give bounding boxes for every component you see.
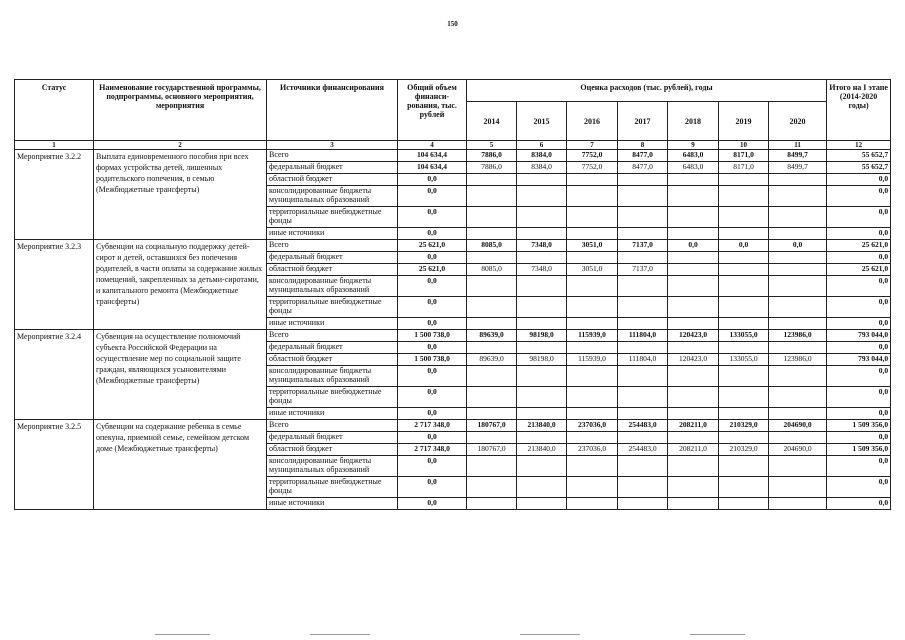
column-number: 6 [517,141,567,150]
year-value-cell [618,408,668,420]
year-value-cell: 0,0 [668,240,719,252]
year-value-cell [719,477,769,498]
year-value-cell [567,456,618,477]
itogo-cell: 1 509 356,0 [827,420,891,432]
year-value-cell: 0,0 [719,240,769,252]
total-cell: 0,0 [398,456,467,477]
header-estimate: Оценка расходов (тыс. рублей), годы [467,80,827,102]
year-value-cell [719,366,769,387]
table-row [15,240,891,252]
year-value-cell [567,477,618,498]
year-value-cell [668,276,719,297]
finance-source: Всего [267,420,398,432]
finance-source: федеральный бюджет [267,342,398,354]
year-value-cell: 0,0 [769,240,827,252]
finance-source: федеральный бюджет [267,162,398,174]
year-value-cell: 8171,0 [719,150,769,162]
year-value-cell [668,366,719,387]
year-value-cell [517,432,567,444]
year-value-cell [567,276,618,297]
year-value-cell [769,387,827,408]
year-value-cell: 254483,0 [618,420,668,432]
year-value-cell: 7348,0 [517,264,567,276]
year-value-cell: 237036,0 [567,444,618,456]
measure-status: Мероприятие 3.2.4 [15,330,94,420]
year-value-cell [769,342,827,354]
year-value-cell [467,366,517,387]
year-value-cell [567,174,618,186]
total-cell: 0,0 [398,477,467,498]
year-value-cell: 7137,0 [618,240,668,252]
year-value-cell [769,228,827,240]
column-number: 3 [267,141,398,150]
total-cell: 25 621,0 [398,240,467,252]
year-value-cell [567,252,618,264]
year-value-cell: 7137,0 [618,264,668,276]
year-value-cell [668,498,719,510]
year-value-cell [467,456,517,477]
year-value-cell [467,408,517,420]
column-number: 10 [719,141,769,150]
header-year: 2015 [517,102,567,141]
column-number: 5 [467,141,517,150]
year-value-cell: 123986,0 [769,354,827,366]
year-value-cell [668,342,719,354]
year-value-cell [467,297,517,318]
finance-source: федеральный бюджет [267,432,398,444]
year-value-cell: 7348,0 [517,240,567,252]
year-value-cell [668,318,719,330]
year-value-cell: 89639,0 [467,330,517,342]
year-value-cell [517,174,567,186]
total-cell: 0,0 [398,408,467,420]
total-cell: 0,0 [398,387,467,408]
table-row [15,330,891,342]
year-value-cell [769,366,827,387]
year-value-cell [618,477,668,498]
bottom-scan-lines [0,630,905,640]
year-value-cell [618,456,668,477]
year-value-cell [668,186,719,207]
itogo-cell: 0,0 [827,498,891,510]
year-value-cell [618,498,668,510]
total-cell: 0,0 [398,276,467,297]
itogo-cell: 0,0 [827,297,891,318]
year-value-cell: 98198,0 [517,354,567,366]
budget-table [14,79,891,510]
year-value-cell [719,318,769,330]
header-year: 2017 [618,102,668,141]
measure-status: Мероприятие 3.2.5 [15,420,94,510]
year-value-cell: 180767,0 [467,420,517,432]
itogo-cell: 0,0 [827,252,891,264]
finance-source: консолидированные бюджеты муниципальных образований [267,366,398,387]
year-value-cell: 8499,7 [769,150,827,162]
year-value-cell [567,318,618,330]
table-row [15,150,891,162]
column-number: 7 [567,141,618,150]
year-value-cell [769,498,827,510]
year-value-cell [769,207,827,228]
year-value-cell [618,318,668,330]
year-value-cell [467,276,517,297]
year-value-cell [719,186,769,207]
header-row-top [15,80,891,102]
year-value-cell [517,252,567,264]
year-value-cell [668,387,719,408]
year-value-cell: 213840,0 [517,420,567,432]
year-value-cell [719,252,769,264]
measure-name: Выплата единовременного пособия при всех формах устройства детей, лишенных родительского попечения, в семью (Межбюджетные трансферты) [94,150,267,240]
year-value-cell [668,228,719,240]
year-value-cell [618,366,668,387]
year-value-cell [668,174,719,186]
year-value-cell: 7886,0 [467,162,517,174]
year-value-cell [719,297,769,318]
year-value-cell: 210329,0 [719,420,769,432]
year-value-cell [769,264,827,276]
year-value-cell: 120423,0 [668,330,719,342]
year-value-cell [769,432,827,444]
year-value-cell [668,207,719,228]
total-cell: 25 621,0 [398,264,467,276]
itogo-cell: 0,0 [827,186,891,207]
finance-source: консолидированные бюджеты муниципальных образований [267,186,398,207]
year-value-cell [567,432,618,444]
year-value-cell [618,174,668,186]
year-value-cell [467,186,517,207]
year-value-cell [769,318,827,330]
year-value-cell [517,477,567,498]
column-number: 4 [398,141,467,150]
year-value-cell [467,477,517,498]
year-value-cell [567,207,618,228]
year-value-cell: 115939,0 [567,330,618,342]
year-value-cell: 98198,0 [517,330,567,342]
year-value-cell [517,207,567,228]
column-number: 12 [827,141,891,150]
year-value-cell [517,342,567,354]
year-value-cell [517,186,567,207]
year-value-cell [668,456,719,477]
year-value-cell: 7752,0 [567,162,618,174]
year-value-cell: 123986,0 [769,330,827,342]
year-value-cell [719,408,769,420]
year-value-cell [567,186,618,207]
finance-source: иные источники [267,318,398,330]
column-number: 2 [94,141,267,150]
total-cell: 0,0 [398,498,467,510]
year-value-cell [467,174,517,186]
year-value-cell [719,387,769,408]
table-row [15,420,891,432]
year-value-cell [467,342,517,354]
finance-source: территориальные внебюджетные фонды [267,297,398,318]
year-value-cell [719,276,769,297]
itogo-cell: 0,0 [827,387,891,408]
year-value-cell [567,297,618,318]
year-value-cell [618,276,668,297]
year-value-cell [668,408,719,420]
year-value-cell: 133055,0 [719,354,769,366]
finance-source: областной бюджет [267,174,398,186]
finance-source: федеральный бюджет [267,252,398,264]
finance-source: областной бюджет [267,264,398,276]
year-value-cell [769,297,827,318]
year-value-cell [769,186,827,207]
itogo-cell: 0,0 [827,228,891,240]
itogo-cell: 0,0 [827,408,891,420]
finance-source: Всего [267,330,398,342]
measure-name: Субвенция на осуществление полномочий субъекта Российской Федерации на осуществление мер по социальной защите граждан, являющихся усыновителями (Межбюджетные трансферты) [94,330,267,420]
itogo-cell: 793 044,0 [827,354,891,366]
year-value-cell: 8477,0 [618,162,668,174]
itogo-cell: 793 044,0 [827,330,891,342]
itogo-cell: 0,0 [827,276,891,297]
finance-source: иные источники [267,408,398,420]
total-cell: 0,0 [398,366,467,387]
page-number: 150 [447,20,458,28]
measure-status: Мероприятие 3.2.3 [15,240,94,330]
year-value-cell: 208211,0 [668,420,719,432]
itogo-cell: 0,0 [827,366,891,387]
year-value-cell [567,366,618,387]
finance-source: консолидированные бюджеты муниципальных образований [267,276,398,297]
year-value-cell [467,207,517,228]
column-number: 11 [769,141,827,150]
itogo-cell: 1 509 356,0 [827,444,891,456]
itogo-cell: 25 621,0 [827,264,891,276]
year-value-cell: 237036,0 [567,420,618,432]
year-value-cell [467,387,517,408]
total-cell: 0,0 [398,252,467,264]
finance-source: территориальные внебюджетные фонды [267,477,398,498]
header-year: 2020 [769,102,827,141]
year-value-cell: 8085,0 [467,264,517,276]
year-value-cell [618,342,668,354]
header-year: 2018 [668,102,719,141]
header-status: Статус [15,80,94,141]
year-value-cell [467,432,517,444]
year-value-cell [567,228,618,240]
finance-source: территориальные внебюджетные фонды [267,387,398,408]
column-number: 8 [618,141,668,150]
finance-source: иные источники [267,498,398,510]
year-value-cell [618,432,668,444]
year-value-cell [719,498,769,510]
year-value-cell [517,387,567,408]
year-value-cell: 204690,0 [769,444,827,456]
year-value-cell [517,456,567,477]
year-value-cell [769,276,827,297]
year-value-cell: 6483,0 [668,150,719,162]
year-value-cell: 8171,0 [719,162,769,174]
year-value-cell: 89639,0 [467,354,517,366]
total-cell: 104 634,4 [398,150,467,162]
year-value-cell [769,456,827,477]
finance-source: Всего [267,240,398,252]
itogo-cell: 0,0 [827,174,891,186]
header-total: Общий объем финанси-рования, тыс. рублей [398,80,467,141]
year-value-cell [769,408,827,420]
year-value-cell [668,432,719,444]
year-value-cell [719,456,769,477]
year-value-cell [467,318,517,330]
year-value-cell [618,207,668,228]
year-value-cell [719,342,769,354]
year-value-cell [517,318,567,330]
finance-source: Всего [267,150,398,162]
year-value-cell [517,228,567,240]
year-value-cell [517,297,567,318]
finance-source: консолидированные бюджеты муниципальных образований [267,456,398,477]
total-cell: 0,0 [398,174,467,186]
finance-source: иные источники [267,228,398,240]
year-value-cell: 111804,0 [618,354,668,366]
year-value-cell: 133055,0 [719,330,769,342]
year-value-cell: 213840,0 [517,444,567,456]
measure-status: Мероприятие 3.2.2 [15,150,94,240]
year-value-cell [467,228,517,240]
year-value-cell: 180767,0 [467,444,517,456]
total-cell: 0,0 [398,318,467,330]
table-body [15,150,891,510]
year-value-cell [719,432,769,444]
itogo-cell: 0,0 [827,456,891,477]
total-cell: 0,0 [398,297,467,318]
total-cell: 0,0 [398,186,467,207]
total-cell: 1 500 738,0 [398,354,467,366]
column-number-row [15,141,891,150]
year-value-cell: 6483,0 [668,162,719,174]
total-cell: 0,0 [398,207,467,228]
year-value-cell [769,252,827,264]
itogo-cell: 0,0 [827,318,891,330]
year-value-cell [567,342,618,354]
column-number: 9 [668,141,719,150]
year-value-cell [668,477,719,498]
finance-source: территориальные внебюджетные фонды [267,207,398,228]
header-year: 2014 [467,102,517,141]
year-value-cell [618,387,668,408]
year-value-cell [517,498,567,510]
budget-table-container [14,79,890,510]
finance-source: областной бюджет [267,444,398,456]
year-value-cell: 8499,7 [769,162,827,174]
year-value-cell: 115939,0 [567,354,618,366]
itogo-cell: 0,0 [827,207,891,228]
year-value-cell [769,174,827,186]
year-value-cell: 7752,0 [567,150,618,162]
year-value-cell: 204690,0 [769,420,827,432]
header-name: Наименование государственной программы, подпрограммы, основного мероприятия, мероприятия [94,80,267,141]
year-value-cell: 254483,0 [618,444,668,456]
year-value-cell [467,498,517,510]
year-value-cell [618,228,668,240]
total-cell: 0,0 [398,432,467,444]
finance-source: областной бюджет [267,354,398,366]
year-value-cell [719,174,769,186]
year-value-cell: 8085,0 [467,240,517,252]
year-value-cell: 7886,0 [467,150,517,162]
total-cell: 0,0 [398,228,467,240]
total-cell: 1 500 738,0 [398,330,467,342]
header-itogo: Итого на I этапе (2014-2020 годы) [827,80,891,141]
year-value-cell: 120423,0 [668,354,719,366]
year-value-cell [668,252,719,264]
year-value-cell: 3051,0 [567,240,618,252]
header-source: Источники финансирования [267,80,398,141]
year-value-cell: 8384,0 [517,150,567,162]
year-value-cell [618,252,668,264]
year-value-cell [769,477,827,498]
column-number: 1 [15,141,94,150]
header-year: 2019 [719,102,769,141]
total-cell: 2 717 348,0 [398,420,467,432]
total-cell: 2 717 348,0 [398,444,467,456]
year-value-cell [719,207,769,228]
total-cell: 104 634,4 [398,162,467,174]
year-value-cell [517,366,567,387]
year-value-cell: 210329,0 [719,444,769,456]
itogo-cell: 0,0 [827,477,891,498]
header-year: 2016 [567,102,618,141]
year-value-cell: 8477,0 [618,150,668,162]
year-value-cell [618,297,668,318]
year-value-cell [467,252,517,264]
year-value-cell [567,498,618,510]
year-value-cell [567,387,618,408]
year-value-cell [668,297,719,318]
year-value-cell: 208211,0 [668,444,719,456]
year-value-cell: 3051,0 [567,264,618,276]
measure-name: Субвенции на социальную поддержку детей-сирот и детей, оставшихся без попечения родителей, в части оплаты за содержание жилых помещений, закрепленных за детьми-сиротами, и капитального ремонта (Межбюджетные трансферты) [94,240,267,330]
itogo-cell: 0,0 [827,432,891,444]
itogo-cell: 0,0 [827,342,891,354]
year-value-cell [517,276,567,297]
year-value-cell [517,408,567,420]
year-value-cell [668,264,719,276]
measure-name: Субвенции на содержание ребенка в семье опекуна, приемной семье, семейном детском доме (Межбюджетные трансферты) [94,420,267,510]
year-value-cell [618,186,668,207]
year-value-cell [567,408,618,420]
year-value-cell: 8384,0 [517,162,567,174]
year-value-cell [719,228,769,240]
itogo-cell: 25 621,0 [827,240,891,252]
year-value-cell: 111804,0 [618,330,668,342]
year-value-cell [719,264,769,276]
itogo-cell: 55 652,7 [827,162,891,174]
itogo-cell: 55 652,7 [827,150,891,162]
total-cell: 0,0 [398,342,467,354]
